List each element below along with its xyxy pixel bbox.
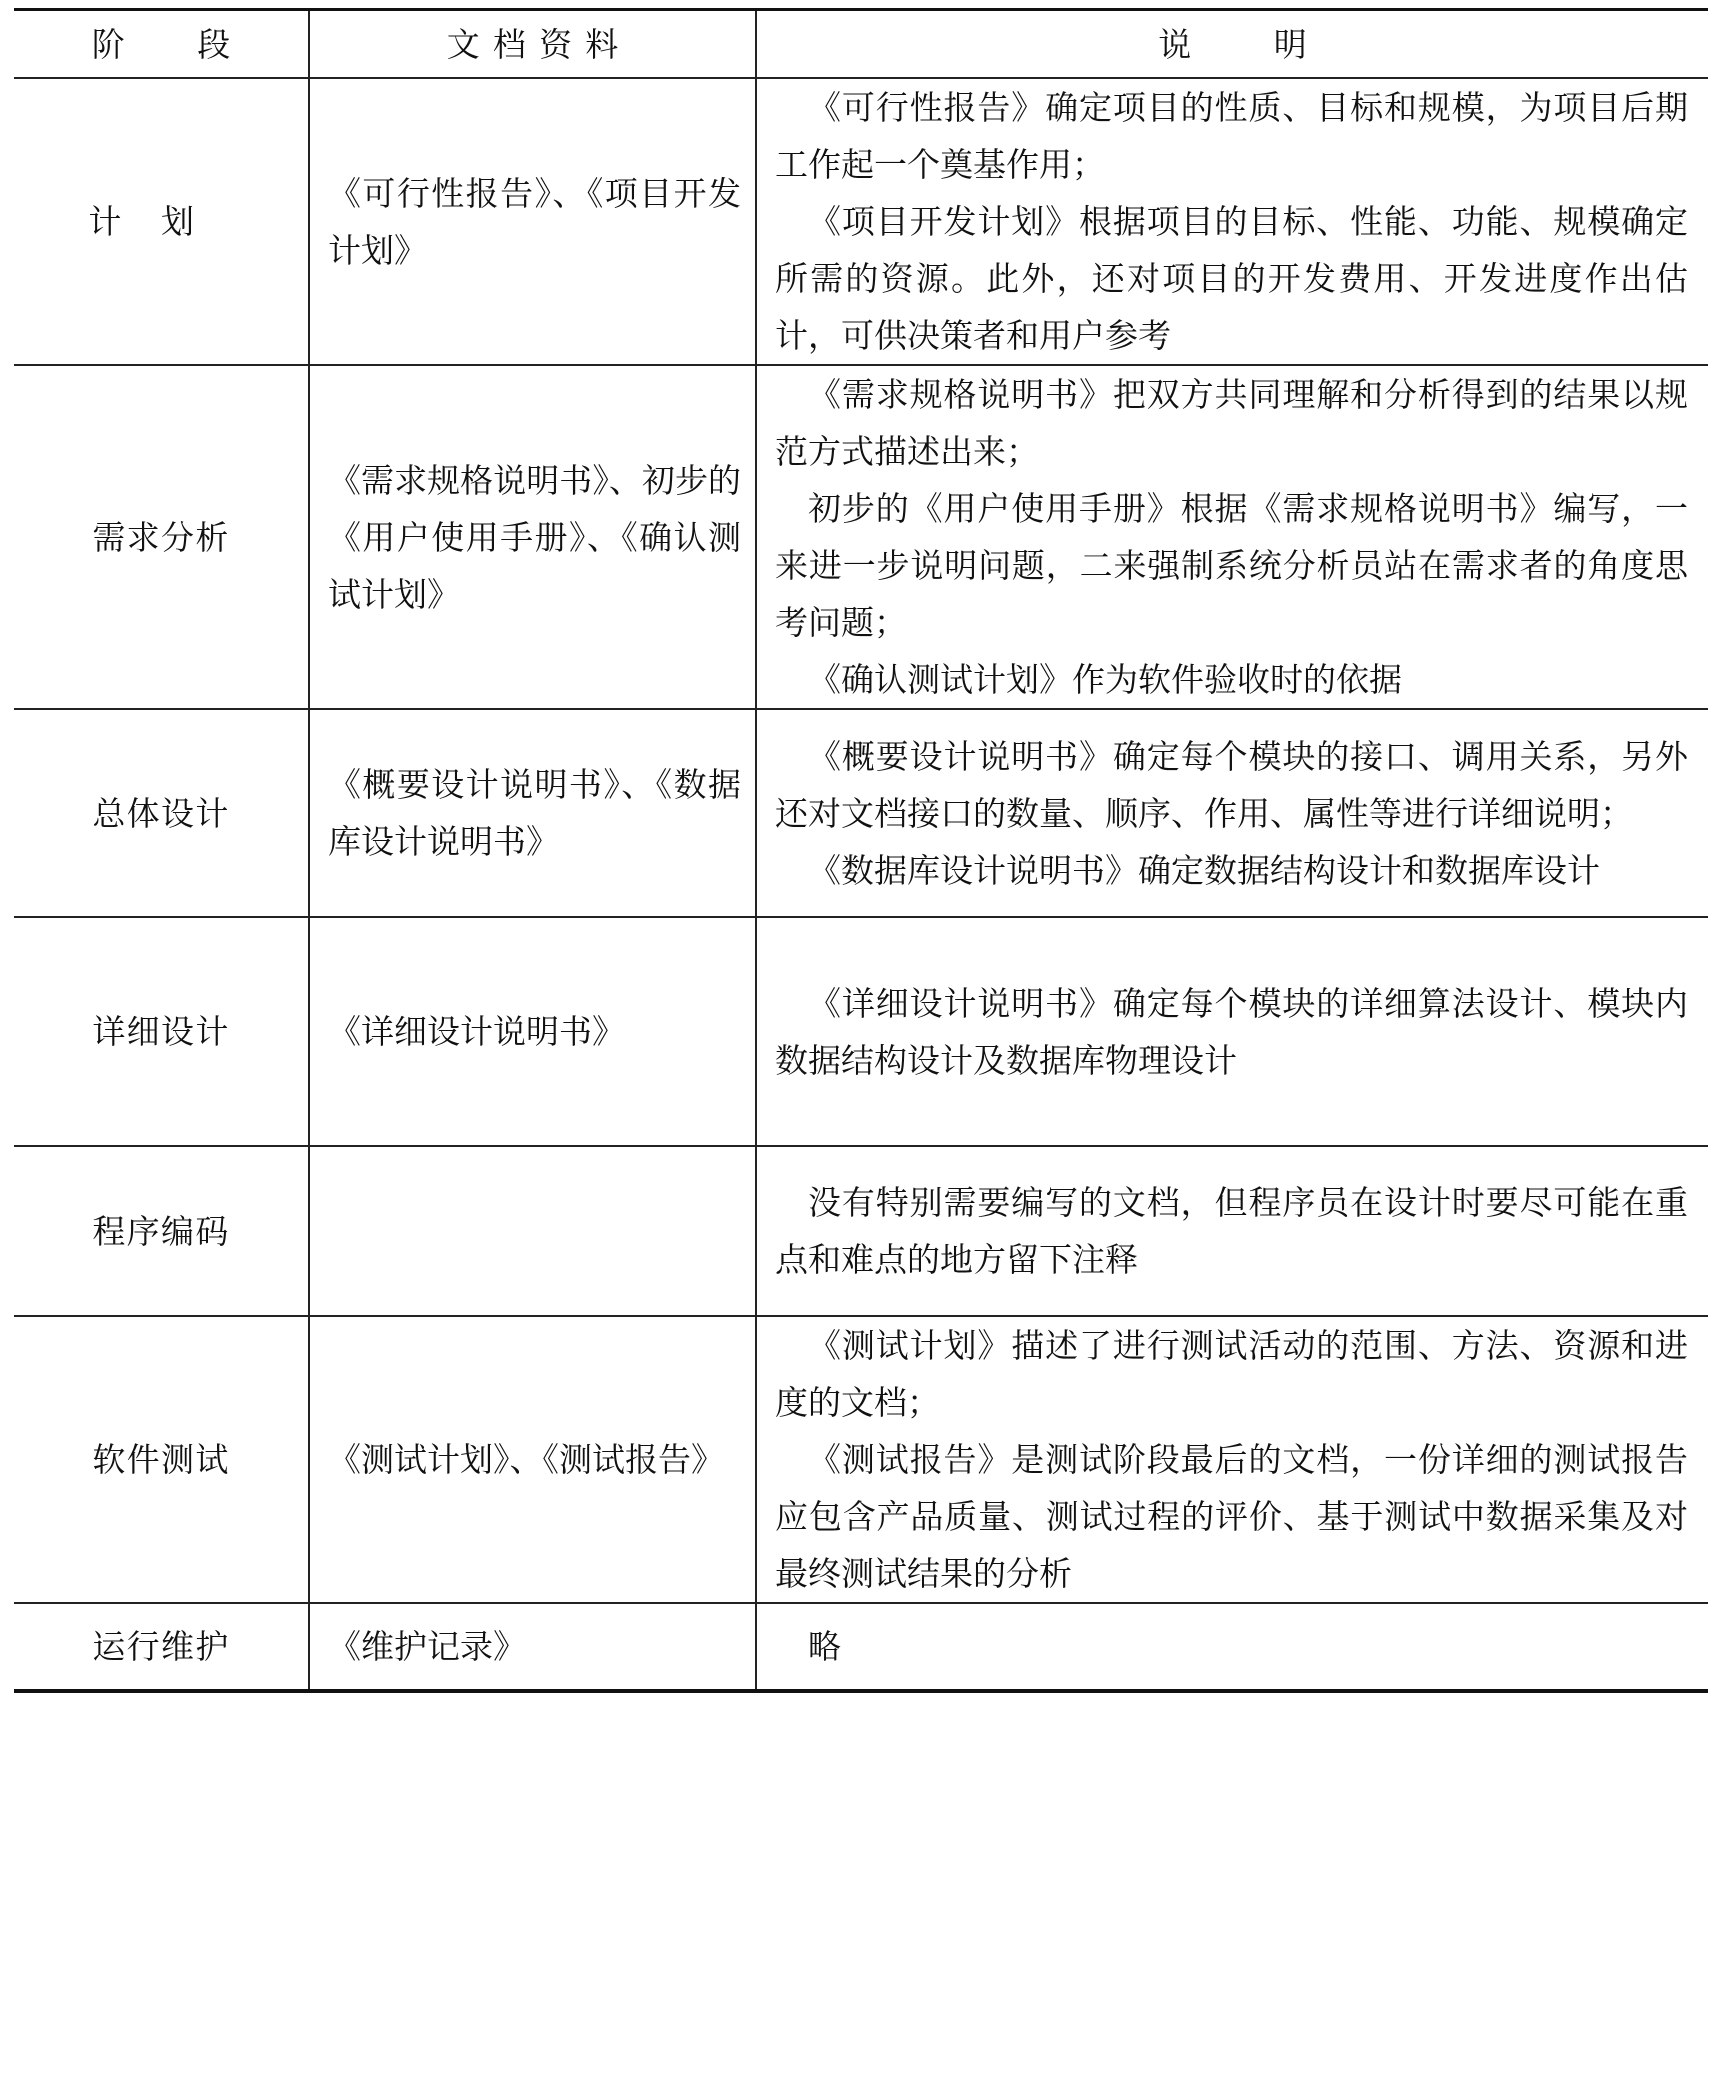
- docs-cell: 《可行性报告》、《项目开发计划》: [309, 78, 756, 365]
- desc-paragraph: 没有特别需要编写的文档，但程序员在设计时要尽可能在重点和难点的地方留下注释: [775, 1183, 1688, 1279]
- table-row: [14, 1316, 1708, 1603]
- desc-paragraph: 《可行性报告》确定项目的性质、目标和规模，为项目后期工作起一个奠基作用；: [775, 88, 1688, 184]
- desc-paragraph: 《概要设计说明书》确定每个模块的接口、调用关系，另外还对文档接口的数量、顺序、作用、属性等进行详细说明；: [775, 736, 1688, 833]
- table-row: [14, 917, 1708, 1146]
- desc-paragraph: 《确认测试计划》作为软件验收时的依据: [808, 660, 1402, 699]
- desc-cell: [756, 1316, 1708, 1603]
- desc-cell: [756, 917, 1708, 1146]
- desc-paragraph: 《数据库设计说明书》确定数据结构设计和数据库设计: [808, 850, 1600, 890]
- docs-cell: 《维护记录》: [309, 1603, 756, 1691]
- desc-cell: [756, 1603, 1708, 1691]
- header-desc: 说明: [756, 10, 1708, 79]
- desc-paragraph: 《项目开发计划》根据项目的目标、性能、功能、规模确定所需的资源。此外，还对项目的开发费用、开发进度作出估计，可供决策者和用户参考: [775, 202, 1688, 355]
- docs-cell: 《需求规格说明书》、初步的《用户使用手册》、《确认测试计划》: [309, 365, 756, 709]
- stage-cell: 总体设计: [14, 709, 309, 917]
- docs-cell: [309, 1146, 756, 1316]
- table-row: [14, 1603, 1708, 1691]
- desc-cell: [756, 1146, 1708, 1316]
- document-table: [14, 8, 1708, 1693]
- desc-paragraph: 《测试计划》描述了进行测试活动的范围、方法、资源和进度的文档；: [775, 1326, 1688, 1422]
- desc-paragraph: 初步的《用户使用手册》根据《需求规格说明书》编写，一来进一步说明问题，二来强制系统分析员站在需求者的角度思考问题；: [775, 489, 1688, 642]
- stage-cell: 运行维护: [14, 1603, 309, 1691]
- desc-paragraph: 《测试报告》是测试阶段最后的文档，一份详细的测试报告应包含产品质量、测试过程的评价、基于测试中数据采集及对最终测试结果的分析: [775, 1440, 1688, 1593]
- desc-cell: [756, 78, 1708, 365]
- table-row: [14, 1146, 1708, 1316]
- stage-cell: 计划: [14, 78, 309, 365]
- desc-cell: [756, 365, 1708, 709]
- table-row: [14, 365, 1708, 709]
- desc-cell: [756, 709, 1708, 917]
- stage-cell: 程序编码: [14, 1146, 309, 1316]
- stage-cell: 需求分析: [14, 365, 309, 709]
- table-row: [14, 78, 1708, 365]
- stage-cell: 详细设计: [14, 917, 309, 1146]
- header-row: [14, 10, 1708, 79]
- docs-cell: 《测试计划》、《测试报告》: [309, 1316, 756, 1603]
- docs-cell: 《概要设计说明书》、《数据库设计说明书》: [309, 709, 756, 917]
- table-row: [14, 709, 1708, 917]
- desc-paragraph: 《需求规格说明书》把双方共同理解和分析得到的结果以规范方式描述出来；: [775, 375, 1688, 471]
- stage-cell: 软件测试: [14, 1316, 309, 1603]
- docs-cell: 《详细设计说明书》: [309, 917, 756, 1146]
- desc-paragraph: 略: [808, 1627, 841, 1666]
- desc-paragraph: 《详细设计说明书》确定每个模块的详细算法设计、模块内数据结构设计及数据库物理设计: [775, 983, 1688, 1080]
- header-stage: 阶段: [14, 10, 309, 79]
- header-docs: 文档资料: [309, 10, 756, 79]
